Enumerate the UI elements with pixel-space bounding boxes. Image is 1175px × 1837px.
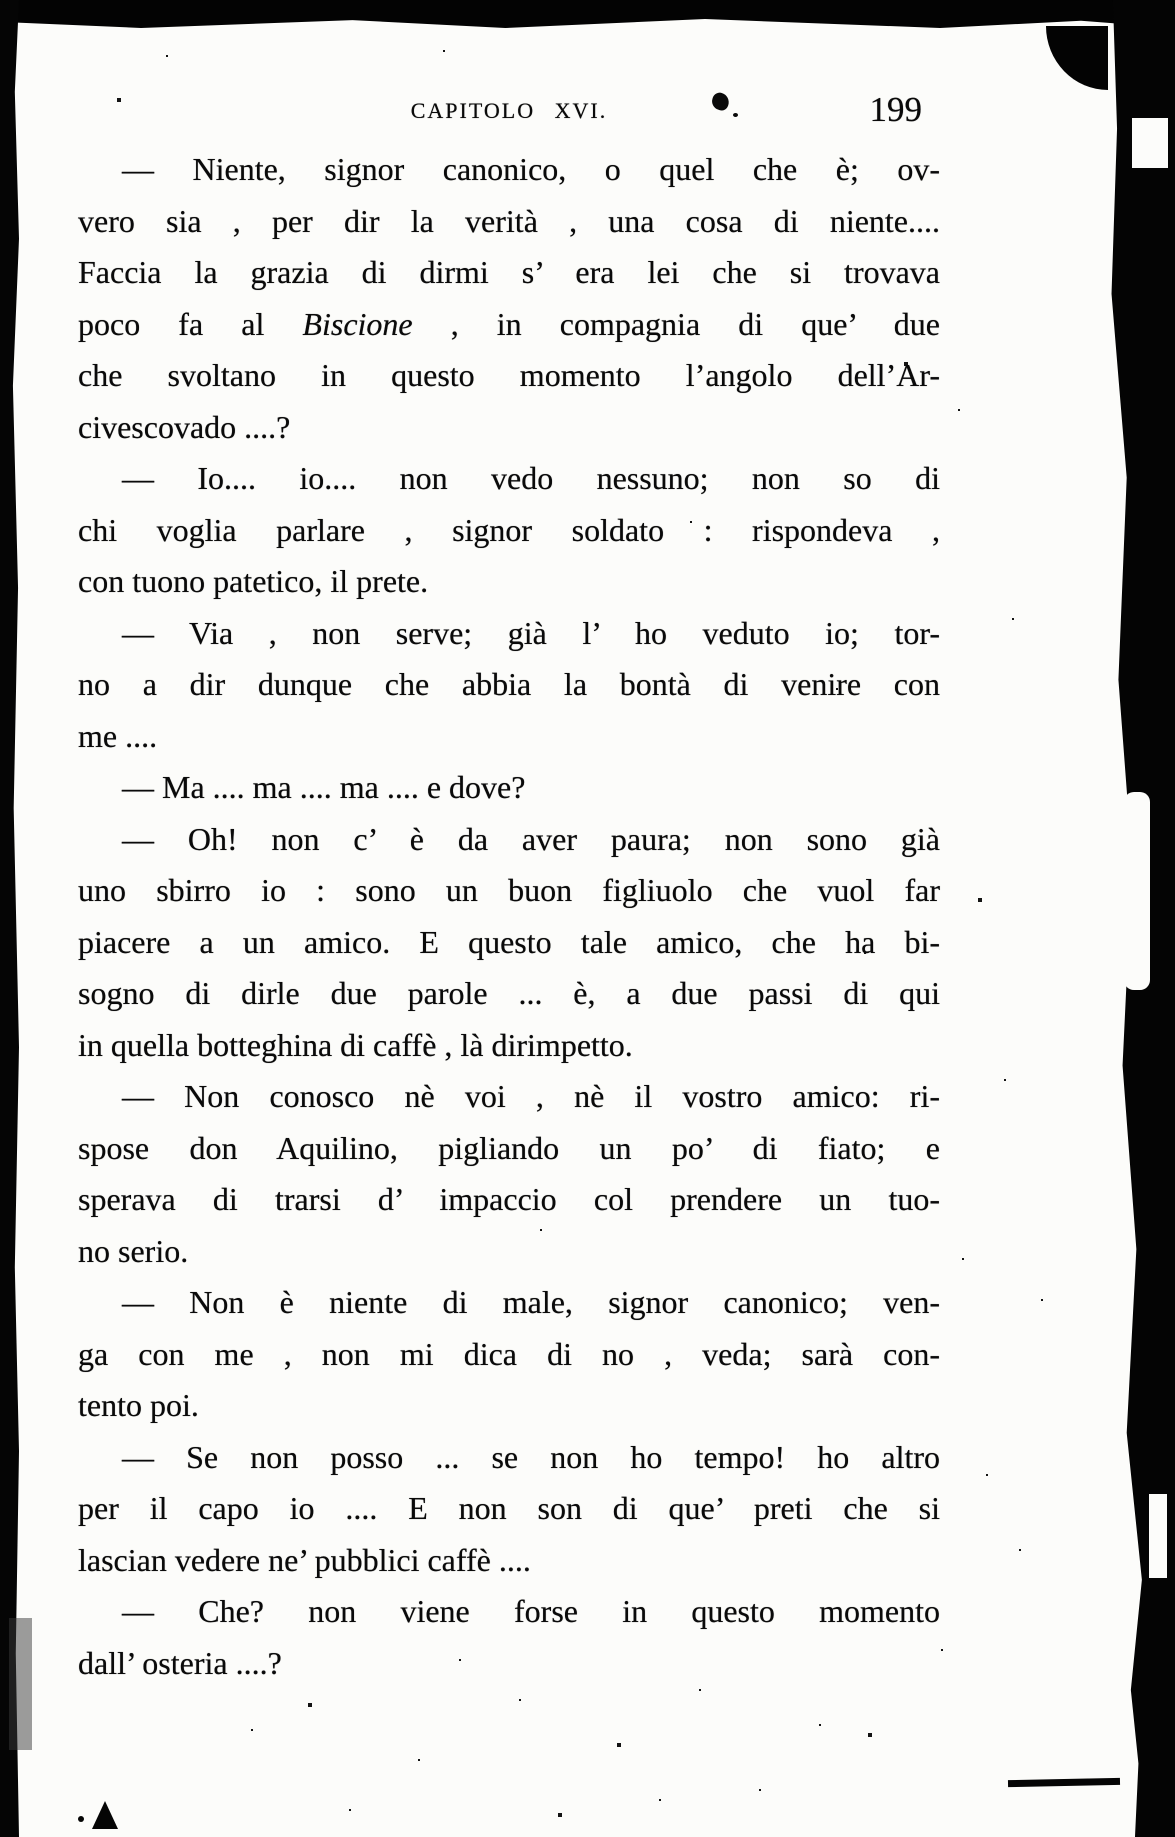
text-line: — Oh! non c’ è da aver paura; non sono già [122,820,940,857]
top-right-corner-shadow [1046,26,1108,90]
text-line: me .... [78,717,158,754]
text-line: con tuono patetico, il prete. [78,563,429,599]
text-line: chi voglia parlare , signor soldato : rispondeva , [78,511,940,548]
speckle-noise [0,0,2,2]
text-line: spose don Aquilino, pigliando un po’ di fiato; e [78,1129,940,1166]
page-header [78,90,940,142]
left-edge-scan-bar [0,0,19,1837]
ink-mark [92,1801,118,1829]
text-line: vero sia , per dir la verità , una cosa di niente.... [78,202,940,239]
text-line: — Se non posso ... se non ho tempo! ho altro [122,1438,940,1475]
text-line: lascian vedere ne’ pubblici caffè .... [78,1541,531,1578]
text-line: no serio. [78,1232,189,1269]
text-line: sperava di trarsi d’ impaccio col prendere un tuo- [78,1181,940,1217]
text-line: uno sbirro io : sono un buon figliuolo che vuol far [78,872,940,908]
ink-speck [78,1816,84,1822]
scan-bar-gap [1149,1494,1167,1578]
text-line: tento poi. [78,1387,199,1423]
text-segment: , in compagnia di que’ due [412,305,940,342]
text-line: sogno di dirle due parole ... è, a due passi di qui [78,975,940,1011]
chapter-heading: CAPITOLO XVI. [410,98,608,123]
italic-word: Biscione [302,305,413,342]
text-segment: poco fa al [78,305,303,342]
top-edge-scan-bar [0,0,1175,28]
ink-smudge [9,1618,32,1750]
text-line: civescovado ....? [78,408,291,445]
body-text [78,144,940,1689]
text-line: — Via , non serve; già l’ ho veduto io; tor- [122,614,940,651]
text-line: che svoltano in questo momento l’angolo dell’Ar- [78,357,940,393]
page-content [78,90,940,1689]
text-line: dall’ osteria ....? [78,1644,282,1681]
text-line: per il capo io .... E non son di que’ preti che si [78,1490,940,1526]
text-line: piacere a un amico. E questo tale amico, che ha bi- [78,923,940,960]
ink-smudge [1008,1778,1120,1787]
text-line: — Niente, signor canonico, o quel che è; ov- [122,151,940,187]
text-line: Faccia la grazia di dirmi s’ era lei che si trovava [78,254,940,290]
text-line: — Che? non viene forse in questo momento [122,1593,940,1629]
scan-bar-gap [1124,792,1150,990]
text-line: — Ma .... ma .... ma .... e dove? [122,769,526,805]
text-line: — Non conosco nè voi , nè il vostro amico: ri- [122,1078,940,1114]
text-line: — Non è niente di male, signor canonico; ven- [122,1284,940,1320]
page-number: 199 [869,90,922,129]
scan-bar-gap [1132,118,1168,168]
text-line: no a dir dunque che abbia la bontà di venire con [78,666,940,702]
text-line [78,299,940,351]
text-line: in quella botteghina di caffè , là dirimpetto. [78,1026,633,1063]
text-line: ga con me , non mi dica di no , veda; sarà con- [78,1335,940,1372]
text-line: — Io.... io.... non vedo nessuno; non so di [122,460,940,496]
